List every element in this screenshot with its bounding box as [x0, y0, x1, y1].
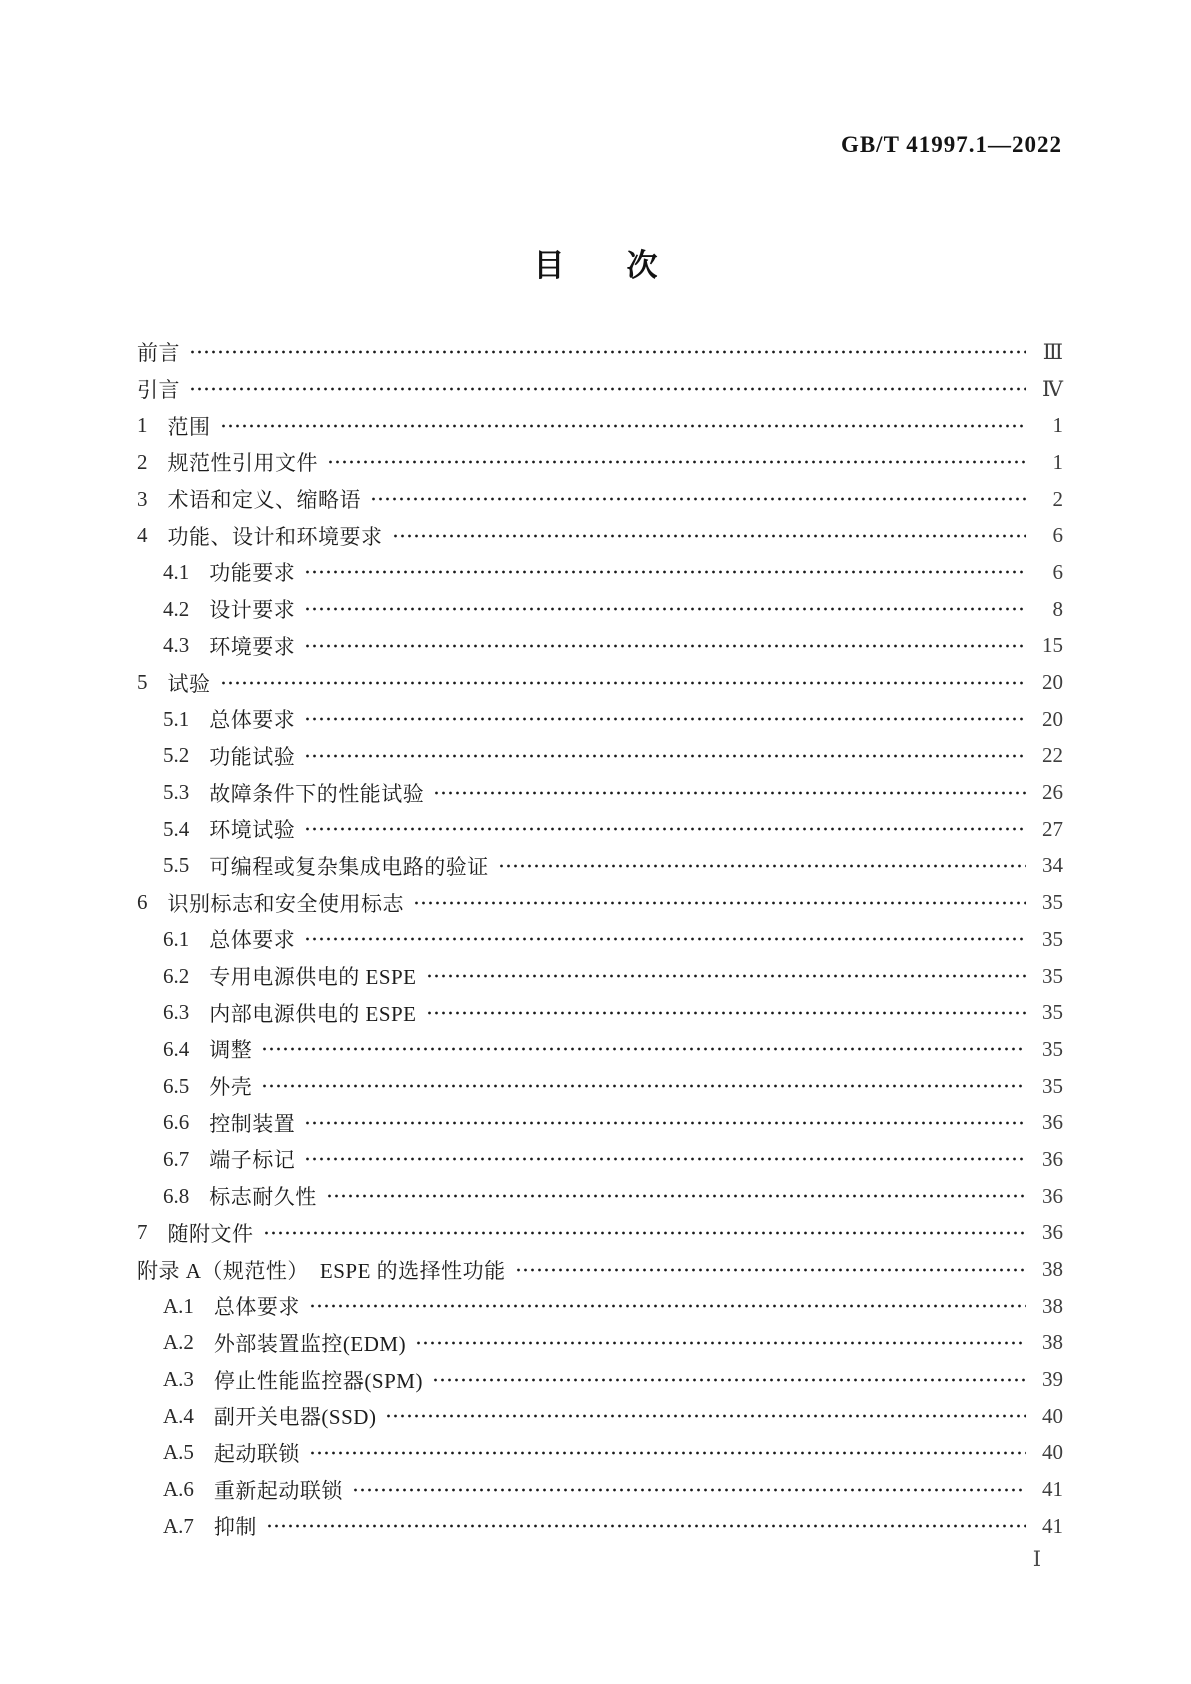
toc-entry-page: 6 [1052, 559, 1063, 584]
toc-entry-number: A.4 [163, 1403, 194, 1428]
toc-entry-page: 40 [1042, 1440, 1063, 1465]
toc-entry [137, 1435, 1063, 1472]
toc-entry [137, 1288, 1063, 1325]
toc-entry [137, 1104, 1063, 1141]
toc-entry-page: 27 [1042, 816, 1063, 841]
toc-leader-dots [433, 783, 1026, 803]
toc-entry-page: 38 [1042, 1293, 1063, 1318]
toc-entry-label: 附录 A（规范性） ESPE 的选择性功能 [137, 1258, 506, 1283]
toc-leader-dots [266, 1516, 1026, 1536]
toc-entry-page: 26 [1042, 780, 1063, 805]
toc-entry-page: 35 [1042, 926, 1063, 951]
toc-entry [137, 884, 1063, 921]
toc-entry-label: 设计要求 [209, 598, 296, 623]
toc-list [137, 334, 1063, 1545]
toc-leader-dots [415, 1333, 1026, 1353]
toc-entry-number: 6.6 [163, 1110, 190, 1135]
toc-entry [137, 591, 1063, 628]
toc-entry-page: 35 [1042, 1000, 1063, 1025]
toc-entry-page: 20 [1042, 706, 1063, 731]
toc-entry [137, 1325, 1063, 1362]
toc-entry-number: A.5 [163, 1440, 194, 1465]
toc-entry-label: 重新起动联锁 [213, 1478, 343, 1503]
toc-entry-number: 3 [137, 486, 148, 511]
toc-entry-page: 35 [1042, 963, 1063, 988]
toc-leader-dots [304, 1149, 1026, 1169]
toc-leader-dots [385, 1406, 1026, 1426]
toc-entry-page: 20 [1042, 670, 1063, 695]
toc-leader-dots [304, 599, 1026, 619]
toc-entry-number: 6.4 [163, 1036, 190, 1061]
toc-entry-label: 专用电源供电的 ESPE [209, 965, 417, 990]
toc-entry [137, 921, 1063, 958]
toc-leader-dots [426, 1003, 1026, 1023]
toc-entry-page: 35 [1042, 1073, 1063, 1098]
toc-entry-page: 40 [1042, 1403, 1063, 1428]
toc-entry [137, 371, 1063, 408]
toc-entry-number: 1 [137, 413, 148, 438]
toc-entry-page: 8 [1052, 596, 1063, 621]
toc-entry-number: 5.1 [163, 706, 190, 731]
toc-entry-number: 5.3 [163, 780, 190, 805]
toc-leader-dots [413, 893, 1026, 913]
toc-leader-dots [304, 562, 1026, 582]
toc-entry-number: 4.3 [163, 633, 190, 658]
toc-entry [137, 958, 1063, 995]
toc-leader-dots [432, 1370, 1026, 1390]
toc-entry [137, 738, 1063, 775]
toc-leader-dots [304, 819, 1026, 839]
toc-entry-number: 4.2 [163, 596, 190, 621]
toc-entry-number: 6.2 [163, 963, 190, 988]
toc-entry-page: Ⅲ [1042, 339, 1063, 364]
toc-leader-dots [304, 746, 1026, 766]
toc-entry-page: 41 [1042, 1477, 1063, 1502]
toc-entry-label: 识别标志和安全使用标志 [167, 891, 404, 916]
toc-entry-page: 41 [1042, 1513, 1063, 1538]
toc-entry [137, 1508, 1063, 1545]
toc-entry-page: 34 [1042, 853, 1063, 878]
toc-entry [137, 1178, 1063, 1215]
toc-leader-dots [304, 1113, 1026, 1133]
page-title: 目 次 [533, 248, 658, 283]
toc-entry-page: 1 [1052, 449, 1063, 474]
toc-entry-label: 标志耐久性 [209, 1185, 317, 1210]
toc-entry [137, 1215, 1063, 1252]
toc-entry-label: 总体要求 [209, 708, 296, 733]
toc-entry-number: A.7 [163, 1513, 194, 1538]
toc-entry-label: 总体要求 [213, 1295, 300, 1320]
toc-entry-label: 故障条件下的性能试验 [209, 781, 425, 806]
toc-leader-dots [304, 929, 1026, 949]
toc-leader-dots [261, 1076, 1026, 1096]
toc-entry [137, 664, 1063, 701]
toc-entry-label: 功能要求 [209, 561, 296, 586]
toc-leader-dots [370, 489, 1026, 509]
toc-entry-label: 随附文件 [167, 1221, 254, 1246]
toc-entry-number: 2 [137, 449, 148, 474]
toc-entry-page: 36 [1042, 1183, 1063, 1208]
toc-entry-page: 36 [1042, 1146, 1063, 1171]
toc-entry-number: 4.1 [163, 559, 190, 584]
toc-entry-page: 36 [1042, 1220, 1063, 1245]
toc-entry-label: 调整 [209, 1038, 253, 1063]
toc-entry-number: 6.1 [163, 926, 190, 951]
toc-entry [137, 1398, 1063, 1435]
toc-entry-label: 端子标记 [209, 1148, 296, 1173]
toc-entry-label: 外壳 [209, 1075, 253, 1100]
toc-entry [137, 554, 1063, 591]
toc-entry-label: 副开关电器(SSD) [213, 1405, 377, 1430]
toc-leader-dots [392, 526, 1027, 546]
toc-entry-number: 6.3 [163, 1000, 190, 1025]
toc-entry-label: 总体要求 [209, 928, 296, 953]
toc-entry-page: 35 [1042, 1036, 1063, 1061]
toc-entry-label: 试验 [167, 671, 211, 696]
toc-entry-page: 2 [1052, 486, 1063, 511]
toc-entry-page: 6 [1052, 523, 1063, 548]
toc-entry-label: 范围 [167, 414, 211, 439]
toc-leader-dots [220, 416, 1027, 436]
toc-leader-dots [498, 856, 1026, 876]
toc-entry [137, 1068, 1063, 1105]
toc-entry-page: 22 [1042, 743, 1063, 768]
toc-entry-label: 功能试验 [209, 744, 296, 769]
toc-entry-label: 停止性能监控器(SPM) [213, 1368, 423, 1393]
toc-entry-number: 6.5 [163, 1073, 190, 1098]
toc-entry-label: 术语和定义、缩略语 [167, 488, 361, 513]
toc-entry-page: 38 [1042, 1330, 1063, 1355]
toc-entry-page: 35 [1042, 890, 1063, 915]
toc-leader-dots [326, 1186, 1026, 1206]
toc-entry-number: 4 [137, 523, 148, 548]
toc-leader-dots [263, 1223, 1027, 1243]
toc-entry-label: 引言 [137, 378, 180, 403]
footer-page-number: Ⅰ [1032, 1547, 1041, 1571]
toc-entry-number: A.6 [163, 1477, 194, 1502]
toc-entry [137, 1251, 1063, 1288]
toc-entry [137, 1471, 1063, 1508]
toc-entry-label: 环境试验 [209, 818, 296, 843]
toc-entry [137, 517, 1063, 554]
toc-entry [137, 444, 1063, 481]
toc-entry [137, 1031, 1063, 1068]
toc-entry-number: A.2 [163, 1330, 194, 1355]
toc-entry-page: 1 [1052, 413, 1063, 438]
standard-number: GB/T 41997.1—2022 [840, 132, 1062, 157]
toc-leader-dots [304, 709, 1026, 729]
toc-entry-label: 功能、设计和环境要求 [167, 524, 383, 549]
toc-entry-number: A.3 [163, 1367, 194, 1392]
toc-leader-dots [304, 636, 1026, 656]
toc-entry [137, 407, 1063, 444]
toc-entry-number: 5.5 [163, 853, 190, 878]
toc-entry-label: 内部电源供电的 ESPE [209, 1001, 417, 1026]
toc-entry-page: 36 [1042, 1110, 1063, 1135]
toc-leader-dots [309, 1443, 1026, 1463]
toc-leader-dots [189, 379, 1026, 399]
toc-entry [137, 481, 1063, 518]
toc-entry [137, 1361, 1063, 1398]
toc-entry [137, 701, 1063, 738]
toc-entry [137, 1141, 1063, 1178]
toc-leader-dots [261, 1039, 1026, 1059]
toc-entry [137, 994, 1063, 1031]
toc-entry-number: 6.8 [163, 1183, 190, 1208]
toc-entry-number: A.1 [163, 1293, 194, 1318]
toc-leader-dots [426, 966, 1026, 986]
toc-entry-number: 5.2 [163, 743, 190, 768]
toc-entry-label: 起动联锁 [213, 1441, 300, 1466]
toc-entry-label: 抑制 [213, 1515, 257, 1540]
toc-entry-number: 6.7 [163, 1146, 190, 1171]
toc-entry-page: 15 [1042, 633, 1063, 658]
toc-entry-page: 39 [1042, 1367, 1063, 1392]
toc-leader-dots [327, 452, 1026, 472]
toc-entry-number: 6 [137, 890, 148, 915]
toc-leader-dots [352, 1480, 1026, 1500]
toc-entry-label: 环境要求 [209, 634, 296, 659]
toc-leader-dots [309, 1296, 1026, 1316]
toc-entry [137, 848, 1063, 885]
toc-entry-label: 可编程或复杂集成电路的验证 [209, 854, 489, 879]
toc-entry-label: 外部装置监控(EDM) [213, 1331, 407, 1356]
toc-entry-number: 5.4 [163, 816, 190, 841]
toc-entry-label: 控制装置 [209, 1111, 296, 1136]
toc-leader-dots [515, 1260, 1026, 1280]
toc-entry-number: 5 [137, 670, 148, 695]
toc-entry-label: 规范性引用文件 [167, 451, 318, 476]
toc-leader-dots [189, 342, 1026, 362]
toc-entry-number: 7 [137, 1220, 148, 1245]
toc-entry-label: 前言 [137, 341, 180, 366]
toc-entry [137, 628, 1063, 665]
toc-entry-page: 38 [1042, 1257, 1063, 1282]
toc-entry [137, 334, 1063, 371]
toc-entry [137, 774, 1063, 811]
toc-entry [137, 811, 1063, 848]
toc-entry-page: Ⅳ [1042, 376, 1063, 401]
toc-leader-dots [220, 673, 1027, 693]
